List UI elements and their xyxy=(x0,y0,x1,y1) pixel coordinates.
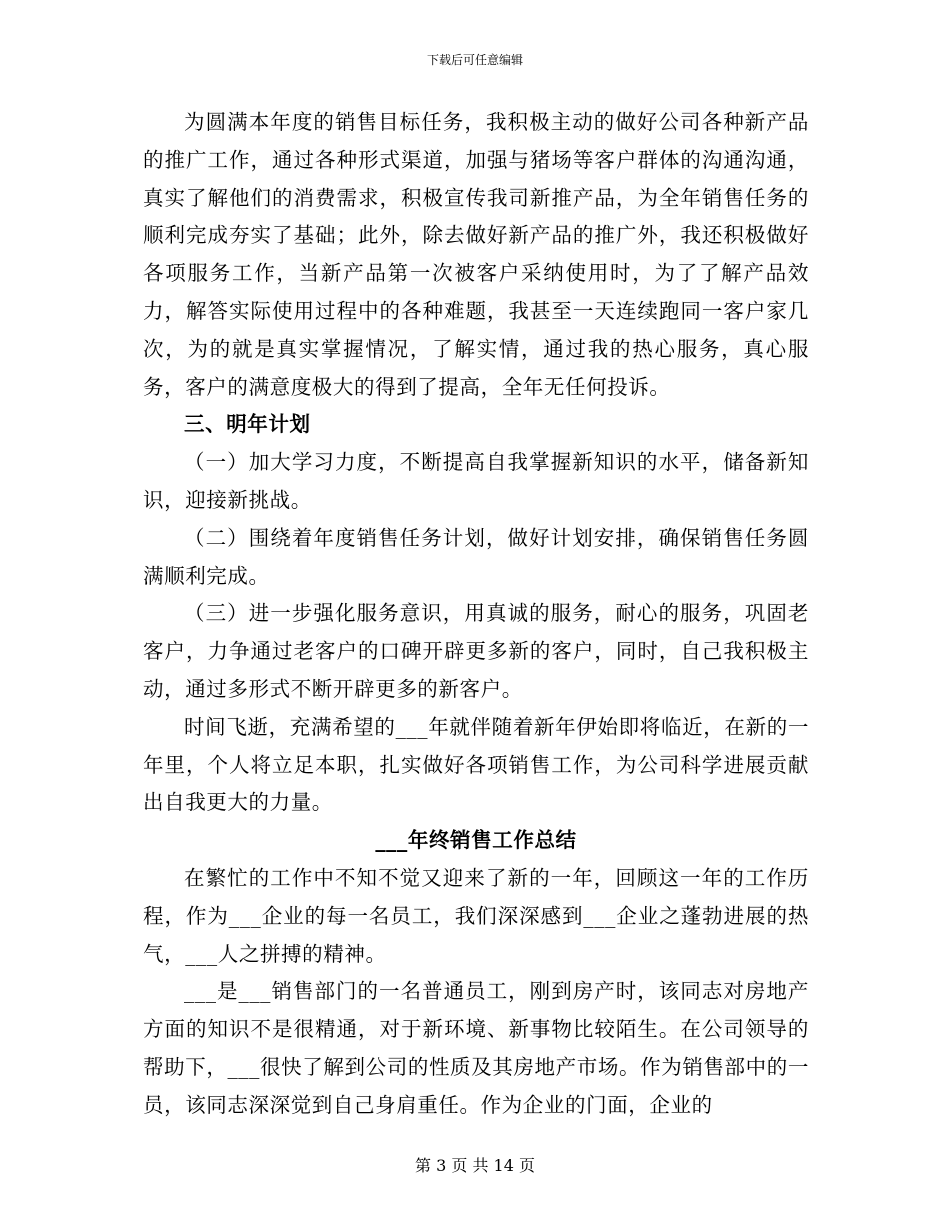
paragraph-intro: 在繁忙的工作中不知不觉又迎来了新的一年，回顾这一年的工作历程，作为___企业的每一名员工，我们深深感到___企业之蓬勃进展的热气，___人之拼搏的精神。 xyxy=(143,865,809,966)
page-footer-page-number: 第 3 页 共 14 页 xyxy=(415,1156,535,1175)
page-header: 下载后可任意编辑 xyxy=(426,53,523,67)
section-heading-next-year-plan: 三、明年计划 xyxy=(184,412,311,437)
document-body xyxy=(143,104,809,1125)
plan-item-1: （一）加大学习力度，不断提高自我掌握新知识的水平，储备新知识，迎接新挑战。 xyxy=(143,450,809,512)
paragraph-employee: ___是___销售部门的一名普通员工，刚到房产时，该同志对房地产方面的知识不是很精通，对于新环境、新事物比较陌生。在公司领导的帮助下，___很快了解到公司的性质及其房地产市场。作为销售部中的一员，该同志深深觉到自己身肩重任。作为企业的门面，企业的 xyxy=(143,979,809,1117)
plan-item-3: （三）进一步强化服务意识，用真诚的服务，耐心的服务，巩固老客户，力争通过老客户的口碑开辟更多新的客户，同时，自己我积极主动，通过多形式不断开辟更多的新客户。 xyxy=(143,601,809,701)
plan-item-2: （二）围绕着年度销售任务计划，做好计划安排，确保销售任务圆满顺利完成。 xyxy=(143,525,809,588)
paragraph-closing: 时间飞逝，充满希望的___年就伴随着新年伊始即将临近，在新的一年里，个人将立足本职，扎实做好各项销售工作，为公司科学进展贡献出自我更大的力量。 xyxy=(143,714,809,815)
paragraph-promotion: 为圆满本年度的销售目标任务，我积极主动的做好公司各种新产品的推广工作，通过各种形式渠道，加强与猪场等客户群体的沟通沟通，真实了解他们的消费需求，积极宣传我司新推产品，为全年销售任务的顺利完成夯实了基础；此外，除去做好新产品的推广外，我还积极做好各项服务工作，当新产品第一次被客户采纳使用时，为了了解产品效力，解答实际使用过程中的各种难题，我甚至一天连续跑同一客户家几次，为的就是真实掌握情况，了解实情，通过我的热心服务，真心服务，客户的满意度极大的得到了提高，全年无任何投诉。 xyxy=(143,110,809,399)
document-title-year-end-summary: ___年终销售工作总结 xyxy=(375,828,577,853)
